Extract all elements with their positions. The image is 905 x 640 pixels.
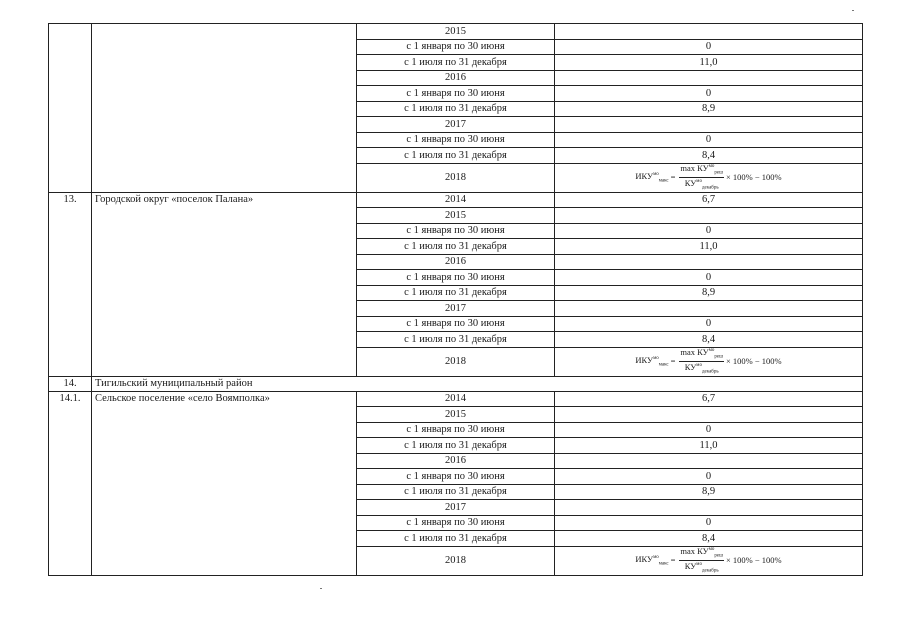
period-cell: с 1 июля по 31 декабря [357, 438, 555, 454]
period-cell: с 1 января по 30 июня [357, 270, 555, 286]
value-cell: 11,0 [555, 55, 863, 71]
value-cell [555, 407, 863, 423]
period-cell: с 1 июля по 31 декабря [357, 484, 555, 500]
value-cell: 0 [555, 469, 863, 485]
formula [635, 164, 781, 190]
scan-speck [852, 10, 854, 11]
row-number-cell: 13. [49, 192, 92, 376]
value-cell [555, 117, 863, 133]
row-number-cell: 14. [49, 376, 92, 391]
period-cell: с 1 января по 30 июня [357, 515, 555, 531]
value-cell: 11,0 [555, 438, 863, 454]
year-cell: 2018 [357, 163, 555, 192]
year-cell: 2014 [357, 391, 555, 407]
period-cell: с 1 июля по 31 декабря [357, 285, 555, 301]
formula-lhs: $ИКУ^{мо}_{макс}$ [635, 170, 669, 184]
formula-fraction: $\frac{\max КУ^{мо}_{реш}}{КУ^{мо}_{декабрь}}$ [680, 163, 723, 191]
year-cell: 2016 [357, 254, 555, 270]
table-row [49, 192, 863, 208]
scan-speck [320, 588, 322, 589]
year-cell: 2016 [357, 453, 555, 469]
formula-cell [555, 163, 863, 192]
period-cell: с 1 января по 30 июня [357, 316, 555, 332]
year-cell: 2017 [357, 117, 555, 133]
period-cell: с 1 января по 30 июня [357, 39, 555, 55]
value-cell: 0 [555, 270, 863, 286]
formula-tail: × 100% − 100% [725, 172, 782, 183]
formula-tail: × 100% − 100% [725, 555, 782, 566]
period-cell: с 1 июля по 31 декабря [357, 55, 555, 71]
table-row [49, 391, 863, 407]
formula-cell [555, 347, 863, 376]
value-cell: 8,4 [555, 531, 863, 547]
formula-fraction: $\frac{\max КУ^{мо}_{реш}}{КУ^{мо}_{декабрь}}$ [680, 347, 723, 375]
value-cell: 0 [555, 316, 863, 332]
formula-cell [555, 546, 863, 575]
value-cell: 11,0 [555, 239, 863, 255]
value-cell: 0 [555, 86, 863, 102]
formula-equals: = [670, 555, 676, 566]
value-cell: 6,7 [555, 192, 863, 208]
value-cell: 8,9 [555, 484, 863, 500]
municipality-name-cell: Городской округ «поселок Палана» [92, 192, 357, 376]
formula-tail: × 100% − 100% [725, 356, 782, 367]
year-cell: 2016 [357, 70, 555, 86]
value-cell [555, 301, 863, 317]
value-cell: 6,7 [555, 391, 863, 407]
year-cell: 2018 [357, 546, 555, 575]
municipality-name-cell [92, 24, 357, 193]
tariff-table [48, 23, 863, 576]
value-cell [555, 24, 863, 40]
value-cell: 8,9 [555, 285, 863, 301]
period-cell: с 1 июля по 31 декабря [357, 148, 555, 164]
period-cell: с 1 января по 30 июня [357, 422, 555, 438]
row-number-cell: 14.1. [49, 391, 92, 575]
value-cell: 0 [555, 39, 863, 55]
formula-equals: = [670, 172, 676, 183]
value-cell: 0 [555, 132, 863, 148]
formula [635, 547, 781, 573]
value-cell [555, 70, 863, 86]
value-cell [555, 453, 863, 469]
value-cell: 0 [555, 515, 863, 531]
period-cell: с 1 июля по 31 декабря [357, 239, 555, 255]
value-cell: 0 [555, 223, 863, 239]
year-cell: 2015 [357, 407, 555, 423]
row-number-cell [49, 24, 92, 193]
year-cell: 2018 [357, 347, 555, 376]
period-cell: с 1 июля по 31 декабря [357, 531, 555, 547]
period-cell: с 1 июля по 31 декабря [357, 101, 555, 117]
period-cell: с 1 января по 30 июня [357, 223, 555, 239]
year-cell: 2017 [357, 500, 555, 516]
table-row [49, 376, 863, 391]
period-cell: с 1 января по 30 июня [357, 469, 555, 485]
formula-lhs: $ИКУ^{мо}_{макс}$ [635, 354, 669, 368]
year-cell: 2015 [357, 24, 555, 40]
year-cell: 2015 [357, 208, 555, 224]
period-cell: с 1 января по 30 июня [357, 132, 555, 148]
table-row [49, 24, 863, 40]
value-cell [555, 500, 863, 516]
formula [635, 348, 781, 374]
value-cell: 8,4 [555, 148, 863, 164]
year-cell: 2014 [357, 192, 555, 208]
formula-lhs: $ИКУ^{мо}_{макс}$ [635, 553, 669, 567]
formula-fraction: $\frac{\max КУ^{мо}_{реш}}{КУ^{мо}_{декабрь}}$ [680, 546, 723, 574]
formula-equals: = [670, 356, 676, 367]
period-cell: с 1 июля по 31 декабря [357, 332, 555, 348]
value-cell [555, 208, 863, 224]
period-cell: с 1 января по 30 июня [357, 86, 555, 102]
year-cell: 2017 [357, 301, 555, 317]
district-name-cell: Тигильский муниципальный район [92, 376, 863, 391]
value-cell: 0 [555, 422, 863, 438]
value-cell: 8,4 [555, 332, 863, 348]
value-cell: 8,9 [555, 101, 863, 117]
municipality-name-cell: Сельское поселение «село Воямполка» [92, 391, 357, 575]
value-cell [555, 254, 863, 270]
